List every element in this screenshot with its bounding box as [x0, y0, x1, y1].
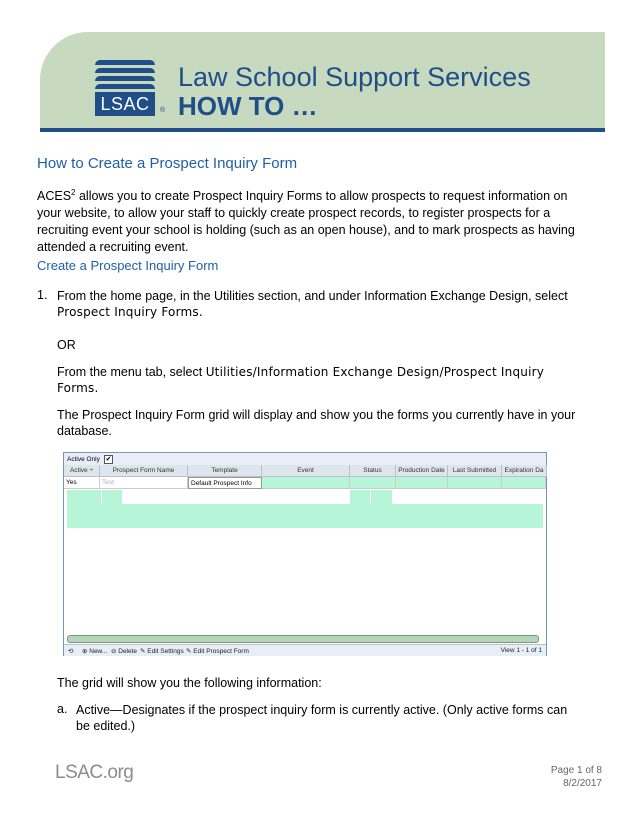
new-button[interactable]: ⊕ New... [82, 648, 108, 655]
col-status[interactable]: Status [350, 465, 396, 477]
item-a-line-2: be edited.) [76, 719, 136, 733]
grid-highlight [371, 490, 392, 504]
active-only-checkbox[interactable]: ✔ [105, 456, 112, 463]
header-rule [40, 128, 605, 132]
page-number: Page 1 of 8 [550, 765, 602, 776]
or-text: OR [57, 338, 76, 352]
filter-production-date[interactable] [396, 477, 448, 489]
edit-prospect-form-button[interactable]: ✎ Edit Prospect Form [186, 648, 249, 655]
aces-text: ACES [37, 189, 72, 204]
filter-active[interactable]: Yes [64, 477, 100, 489]
col-last-submitted[interactable]: Last Submitted [448, 465, 502, 477]
horizontal-scrollbar[interactable] [67, 635, 539, 643]
grid-highlight [102, 490, 122, 504]
intro-line-3: recruiting event your school is holding (such as an open house), and to mark prospects as having [37, 223, 575, 238]
list-letter-a: a. [57, 702, 68, 716]
logo-arc [95, 84, 155, 89]
step1-line: From the home page, in the Utilities section, and under Information Exchange Design, select [57, 289, 568, 303]
banner-subtitle: HOW TO … [178, 91, 318, 121]
filter-last-submitted[interactable] [448, 477, 502, 489]
filter-status[interactable] [350, 477, 396, 489]
col-form-name[interactable]: Prospect Form Name [100, 465, 188, 477]
grid-highlight [350, 490, 370, 504]
edit-settings-button[interactable]: ✎ Edit Settings [140, 648, 184, 655]
grid-toolbar [64, 453, 546, 465]
filter-expiration-date[interactable] [502, 477, 546, 489]
delete-button[interactable]: ⊖ Delete [111, 648, 138, 655]
intro-paragraph [37, 184, 607, 256]
intro-line-2: your website, to allow your staff to quickly create prospect records, to register prospects for a [37, 206, 551, 221]
section-heading: Create a Prospect Inquiry Form [37, 258, 219, 273]
logo-arc [95, 68, 155, 73]
footer-logo: LSAC.org [55, 762, 134, 783]
intro-line-1: allows you to create Prospect Inquiry Forms to allow prospects to request information on [75, 189, 568, 204]
page-title: How to Create a Prospect Inquiry Form [37, 155, 298, 172]
col-template[interactable]: Template [188, 465, 262, 477]
step1-path: Prospect Inquiry Forms. [57, 305, 203, 319]
view-count: View 1 - 1 of 1 [500, 647, 542, 654]
aces-superscript: 2 [71, 188, 76, 197]
col-event[interactable]: Event [262, 465, 350, 477]
banner-title: Law School Support Services [178, 62, 531, 92]
logo-text: LSAC [95, 92, 155, 116]
registered-mark: ® [160, 107, 166, 114]
active-only-label: Active Only [67, 456, 100, 463]
menu-prefix: From the menu tab, select [57, 365, 206, 379]
logo-arc [95, 60, 155, 65]
item-a-line-1: Active—Designates if the prospect inquiry form is currently active. (Only active forms can [76, 703, 568, 717]
menu-instruction [57, 364, 544, 381]
grid-row-highlight[interactable] [67, 504, 543, 528]
page-date: 8/2/2017 [563, 778, 602, 789]
grid-desc-line-1: The Prospect Inquiry Form grid will display and show you the forms you currently have in your [57, 408, 576, 422]
menu-path: Utilities/Information Exchange Design/Prospect Inquiry [205, 365, 545, 379]
col-production-date[interactable]: Production Date [396, 465, 448, 477]
page-info [551, 764, 602, 790]
col-active[interactable]: Active ÷ [64, 465, 100, 477]
intro-line-4: attended a recruiting event. [37, 240, 189, 255]
col-expiration-date[interactable]: Expiration Da [502, 465, 547, 477]
grid-show-text: The grid will show you the following information: [57, 676, 322, 690]
filter-template[interactable]: Default Prospect Info [188, 477, 262, 489]
menu-path-cont: Forms. [57, 381, 99, 395]
intro-line [37, 184, 607, 205]
refresh-icon[interactable]: ⟲ [68, 648, 74, 655]
lsac-logo [95, 60, 159, 116]
grid-highlight [67, 490, 101, 504]
filter-form-name[interactable]: Test [100, 477, 188, 489]
grid-pager [64, 644, 546, 656]
filter-event[interactable] [262, 477, 350, 489]
prospect-form-grid [63, 452, 547, 656]
logo-arc [95, 76, 155, 81]
grid-desc-line-2: database. [57, 424, 112, 438]
step-number: 1. [37, 288, 48, 302]
